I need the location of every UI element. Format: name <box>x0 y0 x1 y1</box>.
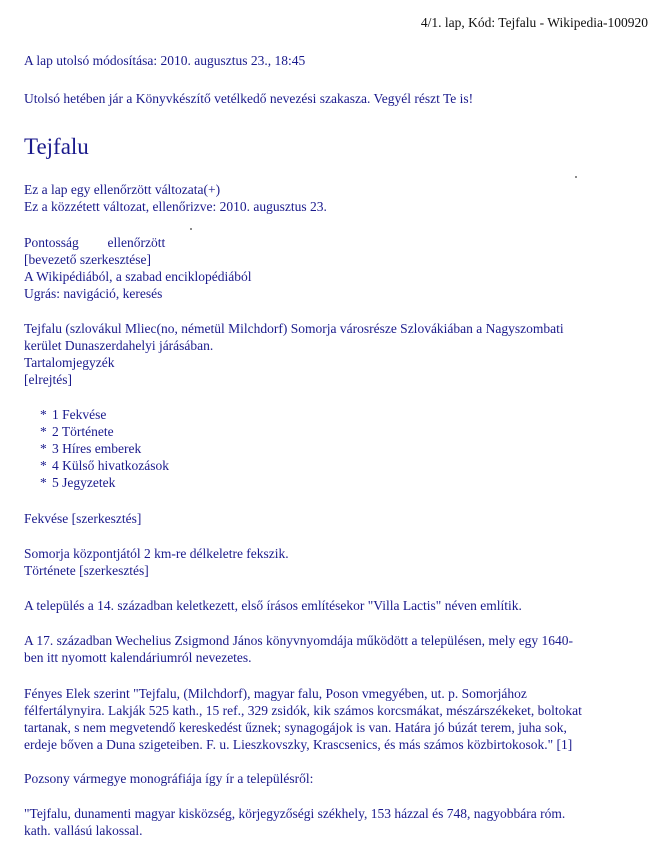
accuracy-row <box>24 234 165 251</box>
tortenete-p3-line-2: félfertálynyira. Lakják 525 kath., 15 ref., 329 zsidók, kik számos korcsmákat, mészárszékeket, boltokat <box>24 703 582 718</box>
scan-speck <box>190 228 192 230</box>
page-header: 4/1. lap, Kód: Tejfalu - Wikipedia-100920 <box>420 15 648 30</box>
accuracy-value: ellenőrzött <box>107 235 166 250</box>
review-status-line2: Ez a közzétett változat, ellenőrizve: 2010. augusztus 23. <box>24 199 327 214</box>
toc-item[interactable]: * 3 Híres emberek <box>40 441 142 456</box>
tortenete-p2-line-1: A 17. században Wechelius Zsigmond János könyvnyomdája működött a településen, mely egy 1640- <box>24 633 574 648</box>
tortenete-p3-line-4: erdeje bőven a Duna szigeteiben. F. u. Lieszkovszky, Krascsenics, és más számos közbirtokosok." [1] <box>24 737 573 752</box>
tortenete-p5-line-1: "Tejfalu, dunamenti magyar kisközség, körjegyzőségi székhely, 153 házzal és 748, nagyobbára róm. <box>24 806 566 821</box>
last-modified: A lap utolsó módosítása: 2010. augusztus 23., 18:45 <box>24 53 306 68</box>
tortenete-p3-line-3: tartanak, s nem megvetendő kereskedést űznek; synagogájok is van. Határa jó búzát terem, juha sok, <box>24 720 567 735</box>
section-heading-tortenete[interactable]: Története [szerkesztés] <box>24 563 149 578</box>
toc-item[interactable]: * 5 Jegyzetek <box>40 475 116 490</box>
tortenete-p5-line-2: kath. vallású lakossal. <box>24 823 143 838</box>
fekvese-text: Somorja központjától 2 km-re délkeletre fekszik. <box>24 546 289 561</box>
tortenete-p3-line-1: Fényes Elek szerint "Tejfalu, (Milchdorf), magyar falu, Poson vmegyében, ut. p. Somorjához <box>24 686 527 701</box>
toc-title: Tartalomjegyzék <box>24 355 115 370</box>
toc-item[interactable]: * 2 Története <box>40 424 114 439</box>
section-heading-fekvese[interactable]: Fekvése [szerkesztés] <box>24 511 142 526</box>
review-status-line1[interactable]: Ez a lap egy ellenőrzött változata(+) <box>24 182 221 197</box>
edit-intro-link[interactable]: [bevezető szerkesztése] <box>24 252 152 267</box>
tortenete-p2-line-2: ben itt nyomott kalendáriumról nevezetes. <box>24 650 252 665</box>
toc-item[interactable]: * 1 Fekvése <box>40 407 107 422</box>
tortenete-paragraph-1: A település a 14. században keletkezett, első írásos említésekor "Villa Lactis" néven említik. <box>24 598 522 613</box>
page-title: Tejfalu <box>24 134 89 159</box>
intro-line-2: kerület Dunaszerdahelyi járásában. <box>24 338 214 353</box>
tortenete-paragraph-4: Pozsony vármegye monográfiája így ír a településről: <box>24 771 314 786</box>
intro-line-1: Tejfalu (szlovákul Mliec(no, németül Milchdorf) Somorja városrésze Szlovákiában a Nagyszombati <box>24 321 564 336</box>
toc-item[interactable]: * 4 Külső hivatkozások <box>40 458 169 473</box>
toc-hide-link[interactable]: [elrejtés] <box>24 372 72 387</box>
accuracy-label: Pontosság <box>24 235 79 250</box>
scan-speck <box>575 176 577 178</box>
notice-banner[interactable]: Utolsó hetében jár a Könyvkészítő vetélkedő nevezési szakasza. Vegyél részt Te is! <box>24 91 474 106</box>
from-wikipedia: A Wikipédiából, a szabad enciklopédiából <box>24 269 252 284</box>
jump-links[interactable]: Ugrás: navigáció, keresés <box>24 286 163 301</box>
